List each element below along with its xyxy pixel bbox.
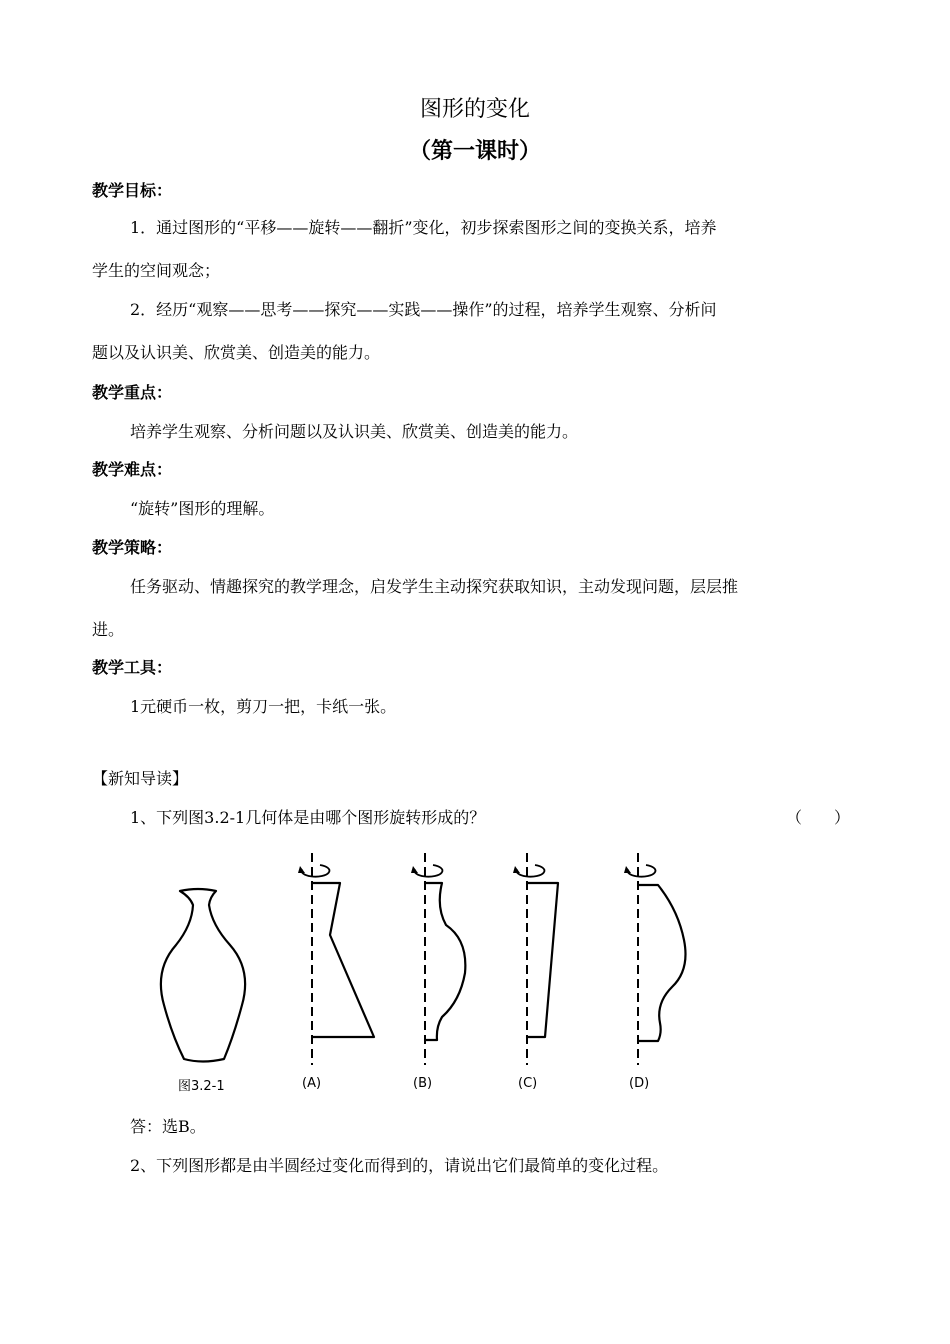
figure-3-2-1 (140, 845, 700, 1100)
answer-blank: （ ） (786, 808, 851, 827)
strategy-line-2: 进。 (92, 620, 125, 639)
answer-1: 答：选B。 (130, 1117, 206, 1136)
option-c-profile (527, 883, 558, 1037)
objective-2-line-2: 题以及认识美、欣赏美、创造美的能力。 (92, 343, 381, 362)
objective-2-line-1: 2．经历“观察——思考——探究——实践——操作”的过程，培养学生观察、分析问 (130, 300, 717, 319)
key-points-heading: 教学重点： (92, 383, 173, 402)
page-title: 图形的变化 (419, 97, 530, 122)
tools-text: 1元硬币一枚，剪刀一把，卡纸一张。 (130, 697, 397, 716)
option-a-profile (312, 883, 374, 1037)
key-points-text: 培养学生观察、分析问题以及认识美、欣赏美、创造美的能力。 (130, 422, 579, 441)
rotation-arrow-icon (301, 865, 329, 877)
new-knowledge-heading: 【新知导读】 (92, 769, 189, 788)
option-c-label: (C) (518, 1076, 538, 1091)
option-a-label: (A) (302, 1076, 322, 1091)
option-d-label: (D) (629, 1076, 650, 1091)
option-b-profile (425, 883, 465, 1040)
objectives-heading: 教学目标： (92, 181, 173, 200)
strategy-line-1: 任务驱动、情趣探究的教学理念，启发学生主动探究获取知识，主动发现问题，层层推 (130, 577, 739, 596)
page-subtitle: （第一课时） (408, 138, 541, 164)
rotation-arrow-icon (627, 865, 655, 877)
option-d-profile (638, 885, 686, 1041)
figure-caption: 图3.2-1 (178, 1079, 225, 1094)
difficulties-text: “旋转”图形的理解。 (130, 499, 275, 518)
strategy-heading: 教学策略： (92, 538, 173, 557)
question-1: 1、下列图3.2-1几何体是由哪个图形旋转形成的？ (130, 808, 486, 827)
objective-1-line-1: 1．通过图形的“平移——旋转——翻折”变化，初步探索图形之间的变换关系，培养 (130, 218, 717, 237)
question-2: 2、下列图形都是由半圆经过变化而得到的，请说出它们最简单的变化过程。 (130, 1156, 669, 1175)
rotation-arrow-icon (516, 865, 544, 877)
rotation-arrow-icon (414, 865, 442, 877)
vase-shape (161, 889, 245, 1062)
tools-heading: 教学工具： (92, 658, 173, 677)
objective-1-line-2: 学生的空间观念； (92, 261, 221, 280)
difficulties-heading: 教学难点： (92, 460, 173, 479)
option-b-label: (B) (413, 1076, 433, 1091)
